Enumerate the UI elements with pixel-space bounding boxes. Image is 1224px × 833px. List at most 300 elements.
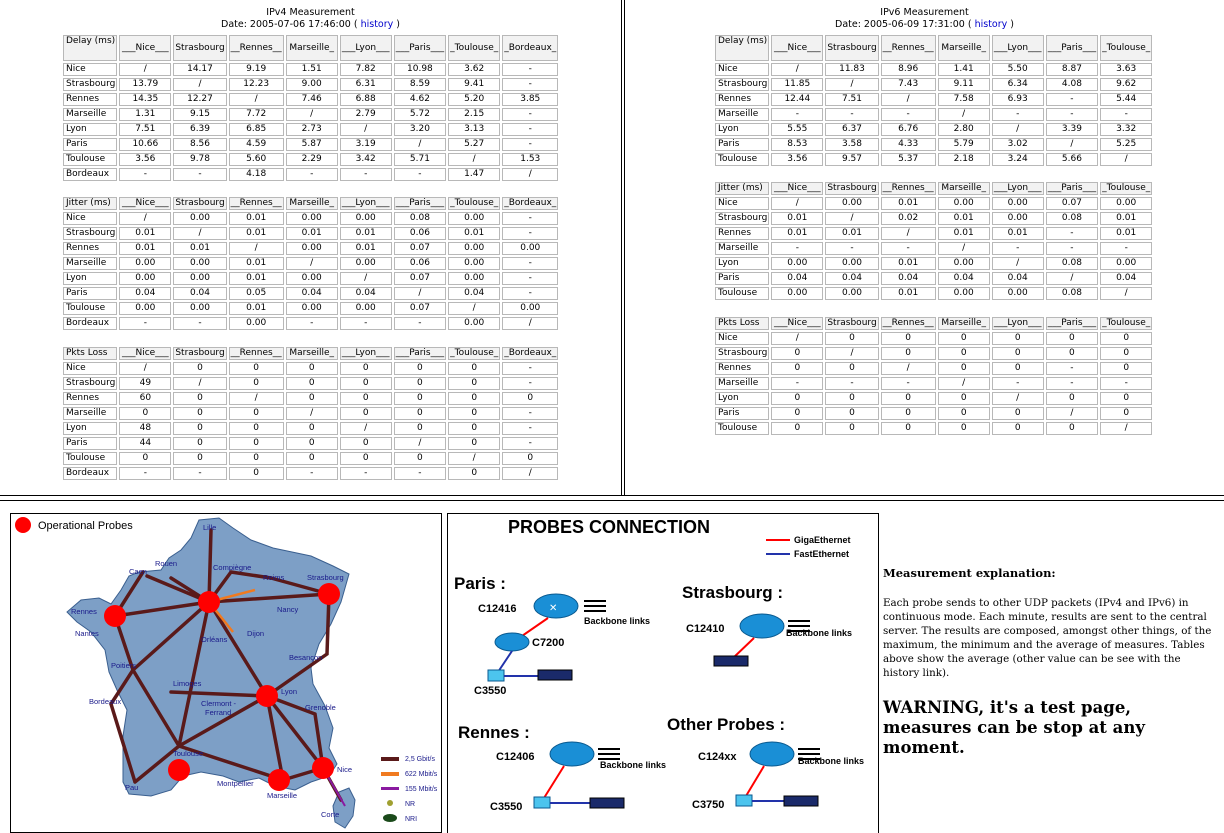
table-cell: 0.00 (173, 212, 226, 225)
table-row (715, 153, 1152, 166)
column-header: Marseille_ (286, 35, 338, 61)
table-cell: 2.80 (938, 123, 990, 136)
row-header: Rennes (63, 93, 117, 106)
table-cell: - (502, 407, 558, 420)
table-cell: - (771, 377, 823, 390)
table-cell: 0.00 (173, 302, 226, 315)
table-cell: 3.39 (1046, 123, 1098, 136)
table-cell: 0 (992, 347, 1044, 360)
row-header: Strasbourg (715, 212, 769, 225)
switch-icon (534, 797, 550, 808)
warning-text: WARNING, it's a test page, measures can be stop at any moment. (883, 698, 1145, 757)
table-cell: 3.19 (340, 138, 392, 151)
table-cell: / (229, 242, 284, 255)
table-row (715, 197, 1152, 210)
table-cell: 5.71 (394, 153, 446, 166)
table-cell: - (340, 467, 392, 480)
site-strasbourg (682, 583, 852, 666)
table-row (715, 108, 1152, 121)
table-cell: 0.01 (448, 227, 500, 240)
column-header: Marseille_ (938, 182, 990, 195)
site-name: Other Probes : (667, 715, 786, 734)
column-header: ___Paris___ (395, 198, 445, 208)
table-row (63, 108, 558, 121)
column-header: _Bordeaux_ (502, 35, 558, 61)
table-cell: 0.00 (825, 287, 878, 300)
table-cell: 0 (1100, 362, 1152, 375)
ipv4-date: Date: 2005-07-06 17:46:00 ( history ) (221, 19, 400, 30)
table-cell: / (173, 377, 226, 390)
table-cell: 0.01 (881, 257, 936, 270)
table-cell: 0.04 (340, 287, 392, 300)
table-row (715, 332, 1152, 345)
table-cell: 0.00 (286, 242, 338, 255)
city-corte: Corte (321, 810, 340, 819)
table-cell: 0 (992, 407, 1044, 420)
backbone-links-label: Backbone links (584, 616, 651, 626)
row-header: Rennes (715, 362, 769, 375)
table-cell: 0 (286, 452, 338, 465)
table-cell: 60 (119, 392, 171, 405)
table-cell: 9.78 (173, 153, 226, 166)
row-header: Strasbourg (63, 227, 117, 240)
table-cell: 0.08 (394, 212, 446, 225)
table-cell: 0 (938, 392, 990, 405)
table-cell: 9.11 (938, 78, 990, 91)
table-cell: / (119, 212, 171, 225)
table-cell: 7.72 (229, 108, 284, 121)
france-network-map (11, 514, 441, 832)
column-header: ___Lyon___ (340, 197, 392, 210)
column-header: ___Nice___ (119, 347, 171, 360)
row-header: Lyon (715, 123, 769, 136)
column-header: __Rennes__ (230, 348, 282, 358)
table-cell: - (1046, 377, 1098, 390)
table-cell: / (881, 93, 936, 106)
table-cell: 0.00 (448, 242, 500, 255)
city-nice: Nice (337, 765, 353, 774)
table-cell: 0 (448, 377, 500, 390)
table-cell: - (1100, 242, 1152, 255)
table-row (715, 212, 1152, 225)
city-marseille: Marseille (267, 791, 298, 800)
table-header-row (715, 317, 1152, 330)
table-cell: 5.44 (1100, 93, 1152, 106)
city-rouen: Rouen (155, 559, 178, 568)
switch-icon (488, 670, 504, 681)
table-cell: 7.46 (286, 93, 338, 106)
row-header: Toulouse (63, 452, 117, 465)
column-header: Strasbourg (825, 35, 878, 61)
table-cell: 0.01 (881, 287, 936, 300)
router2-label: C7200 (532, 637, 565, 649)
row-header: Bordeaux (63, 317, 117, 330)
table-cell: 0.06 (394, 227, 446, 240)
table-metric-label: Delay (ms) (715, 35, 769, 61)
router-icon (740, 614, 784, 638)
table-cell: 0 (286, 392, 338, 405)
table-row (715, 138, 1152, 151)
table-cell: / (1046, 272, 1098, 285)
column-header: ___Lyon___ (992, 35, 1044, 61)
table-cell: 0.08 (1046, 257, 1098, 270)
row-header: Nice (63, 212, 117, 225)
table-cell: / (1100, 287, 1152, 300)
ipv6-date: Date: 2005-06-09 17:31:00 ( history ) (835, 19, 1014, 30)
ipv6-history-link[interactable]: history (974, 19, 1008, 30)
table-row (63, 272, 558, 285)
probe-server-icon (784, 796, 818, 806)
table-cell: 4.18 (229, 168, 284, 181)
table-cell: 12.27 (173, 93, 226, 106)
table-cell: 0.04 (173, 287, 226, 300)
table-cell: 0.04 (286, 287, 338, 300)
column-header: _Toulouse_ (1102, 183, 1151, 193)
backbone-links-label: Backbone links (786, 628, 853, 638)
probe-lyon (256, 685, 278, 707)
table-cell: 0.00 (825, 197, 878, 210)
backbone-links-icon (798, 753, 820, 755)
table-cell: 0 (1100, 332, 1152, 345)
table-cell: 0 (340, 437, 392, 450)
table-cell: 1.53 (502, 153, 558, 166)
table-cell: - (881, 242, 936, 255)
table-cell: 0 (881, 422, 936, 435)
city-strasbourg: Strasbourg (307, 573, 344, 582)
table-cell: / (340, 422, 392, 435)
table-row (63, 437, 558, 450)
table-cell: - (340, 168, 392, 181)
row-header: Bordeaux (63, 467, 117, 480)
table-cell: - (502, 108, 558, 121)
table-cell: 7.51 (119, 123, 171, 136)
city-besancon: Besançon (289, 653, 323, 662)
table-cell: 0 (394, 452, 446, 465)
table-cell: 5.87 (286, 138, 338, 151)
table-cell: / (173, 227, 226, 240)
city-montpellier: Montpellier (217, 779, 254, 788)
table-cell: 0 (771, 392, 823, 405)
table-cell: / (286, 108, 338, 121)
table-header-row (63, 347, 558, 360)
router-icon (550, 742, 594, 766)
table-row (63, 392, 558, 405)
table-cell: / (119, 362, 171, 375)
probe-server-icon (714, 656, 748, 666)
row-header: Nice (715, 332, 769, 345)
table-header-row (63, 35, 558, 61)
table-cell: 0.00 (173, 272, 226, 285)
table-cell: 0.01 (229, 212, 284, 225)
table-cell: - (173, 168, 226, 181)
probe-paris (198, 591, 220, 613)
table-cell: / (229, 93, 284, 106)
table-cell: - (286, 467, 338, 480)
column-header: _Bordeaux_ (504, 348, 557, 358)
ipv4-history-link[interactable]: history (360, 19, 394, 30)
table-cell: 6.31 (340, 78, 392, 91)
probes-diagram (448, 514, 879, 833)
row-header: Paris (715, 272, 769, 285)
table-cell: - (394, 467, 446, 480)
table-cell: 0.01 (881, 197, 936, 210)
ipv4-header (0, 7, 621, 31)
router-icon (750, 742, 794, 766)
table-cell: 7.82 (340, 63, 392, 76)
city-compiegne: Compiègne (213, 563, 252, 572)
table-metric-label: Pkts Loss (715, 317, 769, 330)
explanation-title: Measurement explanation: (883, 566, 1056, 580)
column-header: Strasbourg (175, 348, 225, 358)
site-name: Strasbourg : (682, 583, 784, 602)
switch-icon (736, 795, 752, 806)
table-cell: 0 (825, 407, 878, 420)
table-cell: 0.01 (825, 227, 878, 240)
table-cell: 0.01 (771, 212, 823, 225)
table-cell: - (502, 362, 558, 375)
table-cell: / (502, 168, 558, 181)
site-other (667, 715, 864, 811)
row-header: Rennes (63, 242, 117, 255)
table-cell: / (1046, 138, 1098, 151)
table-cell: 0.00 (771, 257, 823, 270)
table-cell: - (502, 422, 558, 435)
row-header: Marseille (715, 242, 769, 255)
table-cell: 0 (448, 362, 500, 375)
city-lyon: Lyon (281, 687, 297, 696)
table-cell: 0.00 (340, 212, 392, 225)
table-cell: 0 (938, 332, 990, 345)
table-row (715, 407, 1152, 420)
legend-nri: NRI (405, 816, 418, 823)
table-cell: 1.41 (938, 63, 990, 76)
table-cell: - (394, 317, 446, 330)
table-cell: 0.00 (1100, 257, 1152, 270)
probe-nice (312, 757, 334, 779)
table-cell: 0 (173, 437, 226, 450)
table-cell: 0 (1046, 347, 1098, 360)
probe-legend-dot (15, 517, 31, 533)
table-cell: 9.15 (173, 108, 226, 121)
table-cell: 6.85 (229, 123, 284, 136)
table-row (715, 78, 1152, 91)
table-cell: 0 (1100, 347, 1152, 360)
table-cell: 0 (1100, 392, 1152, 405)
table-cell: 0 (229, 452, 284, 465)
table-cell: 0.07 (394, 272, 446, 285)
table-cell: 0 (771, 347, 823, 360)
table-cell: / (229, 392, 284, 405)
column-header: __Rennes__ (229, 35, 284, 61)
table-cell: / (825, 347, 878, 360)
backbone-links-icon (598, 753, 620, 755)
table-cell: 3.58 (825, 138, 878, 151)
table-cell: 0 (1046, 422, 1098, 435)
table-cell: 0.01 (771, 227, 823, 240)
table-cell: 0 (881, 407, 936, 420)
link-line (522, 618, 548, 636)
table-cell: 0 (340, 407, 392, 420)
table-cell: 0.07 (394, 242, 446, 255)
table-cell: 0.01 (1100, 212, 1152, 225)
column-header: ___Lyon___ (340, 347, 392, 360)
table-cell: 0.01 (119, 227, 171, 240)
table-metric-label: Jitter (ms) (63, 197, 117, 210)
table-cell: 0 (394, 392, 446, 405)
table-cell: - (502, 63, 558, 76)
table-cell: 0.01 (340, 227, 392, 240)
table-cell: 11.83 (825, 63, 878, 76)
explanation-body: Each probe sends to other UDP packets (IPv4 and IPv6) in continuous mode. Each minute, results are sent to the central server. The results are composed, amongst other things, of the maximum, the minimum and the average of measures. Tables above show the average (other value can be see with the history link). (883, 597, 1212, 679)
site-name: Rennes : (458, 723, 530, 742)
table-cell: 0 (119, 452, 171, 465)
router-arrows-icon: ✕ (549, 603, 558, 614)
column-header: __Rennes__ (881, 35, 936, 61)
city-lille: Lille (203, 523, 217, 532)
table-cell: 0 (229, 422, 284, 435)
table-cell: 0 (340, 377, 392, 390)
table-cell: 0.02 (881, 212, 936, 225)
table-cell: 10.66 (119, 138, 171, 151)
legend-622m: 622 Mbit/s (405, 771, 438, 778)
table-metric-label: Pkts Loss (63, 347, 117, 360)
table-cell: 3.20 (394, 123, 446, 136)
table-cell: / (938, 242, 990, 255)
column-header: ___Nice___ (771, 182, 823, 195)
table-cell: - (992, 377, 1044, 390)
row-header: Lyon (715, 392, 769, 405)
table-row (63, 168, 558, 181)
probes-connection-panel (447, 513, 879, 833)
table-cell: 0.01 (1100, 227, 1152, 240)
table-cell: 49 (119, 377, 171, 390)
table-cell: / (825, 78, 878, 91)
table-cell: - (1046, 93, 1098, 106)
table-header-row (715, 35, 1152, 61)
table-cell: 0 (881, 347, 936, 360)
table-cell: 14.17 (173, 63, 226, 76)
table-cell: - (286, 317, 338, 330)
ipv6-table-loss (713, 315, 1154, 437)
table-cell: 0 (1100, 407, 1152, 420)
table-cell: - (825, 242, 878, 255)
legend-nr: NR (405, 801, 416, 808)
table-cell: 0 (119, 407, 171, 420)
link-line (498, 651, 512, 672)
table-cell: - (502, 437, 558, 450)
table-cell: - (119, 168, 171, 181)
table-row (63, 227, 558, 240)
row-header: Marseille (715, 108, 769, 121)
measurement-explanation (883, 566, 1213, 758)
table-cell: 48 (119, 422, 171, 435)
ipv4-panel (0, 0, 621, 495)
column-header: ___Paris___ (395, 348, 445, 358)
table-cell: 0 (448, 437, 500, 450)
router-label: C12406 (496, 751, 535, 763)
table-row (63, 93, 558, 106)
ipv4-title: IPv4 Measurement (266, 7, 355, 18)
table-cell: 5.20 (448, 93, 500, 106)
table-cell: 0.01 (173, 242, 226, 255)
backbone-links-label: Backbone links (798, 756, 865, 766)
legend-2-5g-swatch (381, 757, 399, 761)
column-header: __Rennes__ (882, 318, 934, 328)
column-header: ___Nice___ (119, 35, 171, 61)
column-header: _Toulouse_ (450, 348, 499, 358)
table-cell: 0.04 (771, 272, 823, 285)
table-cell: 0 (448, 407, 500, 420)
table-cell: 0.04 (881, 272, 936, 285)
ipv4-table-jitter (61, 195, 560, 332)
table-cell: 0.00 (286, 302, 338, 315)
table-cell: / (881, 227, 936, 240)
city-rennes: Rennes (71, 607, 97, 616)
city-clermont: Clermont - (201, 699, 237, 708)
table-cell: 3.85 (502, 93, 558, 106)
table-cell: / (771, 332, 823, 345)
table-cell: 2.18 (938, 153, 990, 166)
table-cell: 0.00 (771, 287, 823, 300)
row-header: Toulouse (63, 302, 117, 315)
table-cell: 0 (229, 437, 284, 450)
table-cell: 5.60 (229, 153, 284, 166)
table-row (715, 287, 1152, 300)
table-row (63, 212, 558, 225)
table-cell: 0 (286, 362, 338, 375)
column-header: Strasbourg (173, 35, 226, 61)
table-row (63, 287, 558, 300)
table-cell: 0.00 (992, 287, 1044, 300)
ipv6-header (625, 7, 1224, 31)
table-cell: 4.08 (1046, 78, 1098, 91)
table-cell: 6.76 (881, 123, 936, 136)
table-cell: - (502, 227, 558, 240)
table-cell: 0.00 (825, 257, 878, 270)
table-cell: - (992, 242, 1044, 255)
table-cell: - (1046, 242, 1098, 255)
table-cell: 0 (502, 452, 558, 465)
table-cell: 0.00 (173, 257, 226, 270)
table-row (63, 407, 558, 420)
table-row (63, 138, 558, 151)
backbone-links-icon (798, 748, 820, 750)
table-cell: 0 (229, 362, 284, 375)
column-header: _Toulouse_ (448, 35, 500, 61)
row-header: Marseille (63, 108, 117, 121)
table-row (63, 242, 558, 255)
table-cell: 4.33 (881, 138, 936, 151)
table-cell: 0 (173, 392, 226, 405)
table-cell: 0.07 (394, 302, 446, 315)
table-cell: 0 (173, 452, 226, 465)
table-cell: / (502, 467, 558, 480)
legend-155m-swatch (381, 787, 399, 790)
ipv4-table-loss (61, 345, 560, 482)
column-header: ___Nice___ (771, 317, 823, 330)
row-header: Toulouse (715, 153, 769, 166)
link-legend (381, 756, 438, 823)
table-cell: 0 (825, 392, 878, 405)
table-row (715, 242, 1152, 255)
table-cell: 9.62 (1100, 78, 1152, 91)
backbone-links-icon (788, 620, 810, 622)
row-header: Marseille (63, 257, 117, 270)
table-cell: 0 (938, 362, 990, 375)
table-cell: 0 (173, 407, 226, 420)
router-label: C12416 (478, 603, 517, 615)
switch-label: C3550 (490, 801, 523, 813)
